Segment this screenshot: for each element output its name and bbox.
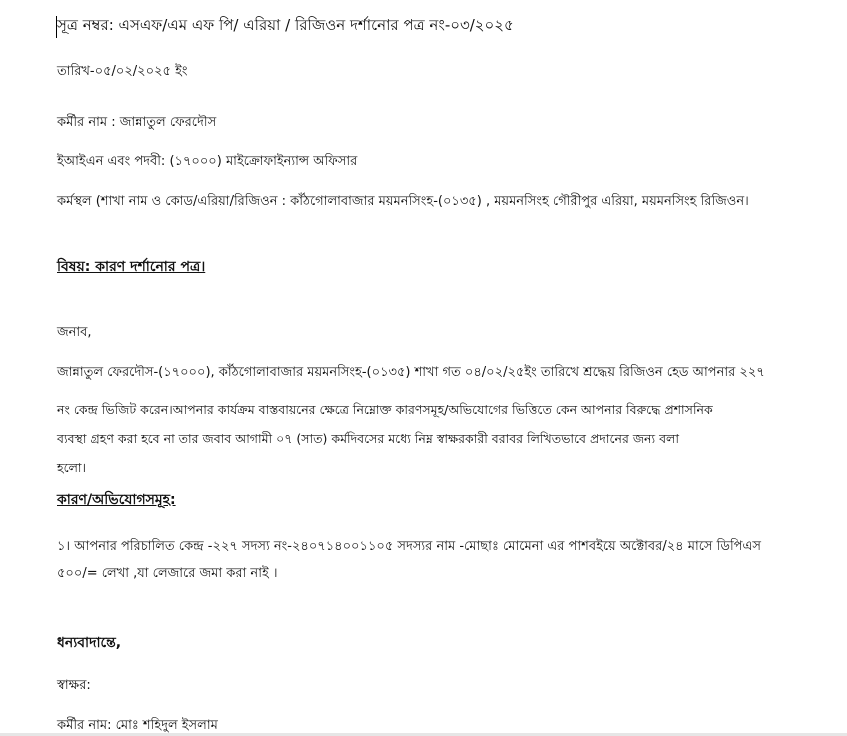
body-line-2: নং কেন্দ্র ভিজিট করেন।আপনার কার্যক্রম বাস্তবায়নের ক্ষেত্রে নিম্নোক্ত কারণসমূহ/অভিযোগের ভিত্তিতে কেন আপনার বিরুদ্ধে প্রশাসনিক bbox=[57, 402, 713, 417]
employee-id-designation: ইআইএন এবং পদবী: (১৭০০০) মাইক্রোফাইন্যান্স অফিসার bbox=[57, 154, 358, 169]
body-line-3: ব্যবস্থা গ্রহণ করা হবে না তার জবাব আগামী ০৭ (সাত) কর্মদিবসের মধ্যে নিম্ন স্বাক্ষরকারী বরাবর লিখিতভাবে প্রদানের জন্য বলা bbox=[57, 431, 679, 446]
reference-number bbox=[57, 16, 514, 34]
body-line-1: জান্নাতুল ফেরদৌস-(১৭০০০), কাঁঠগোলাবাজার ময়মনসিংহ-(০১৩৫) শাখা গত ০৪/০২/২৫ইং তারিখে শ্রদ্ধেয় রিজিওন হেড আপনার ২২৭ bbox=[57, 365, 765, 380]
reference-text: সূত্র নম্বর: এসএফ/এম এফ পি/ এরিয়া / রিজিওন দর্শানোর পত্র নং-০৩/২০২৫ bbox=[57, 16, 514, 34]
cause-line-2: ৫০০/= লেখা ,যা লেজারে জমা করা নাই । bbox=[57, 566, 278, 581]
letter-subject: বিষয়: কারণ দর্শানোর পত্র। bbox=[57, 259, 206, 275]
employee-name: কর্মীর নাম : জান্নাতুল ফেরদৌস bbox=[57, 115, 217, 130]
letter-date: তারিখ-০৫/০২/২০২৫ ইং bbox=[57, 64, 188, 79]
signature-label: স্বাক্ষর: bbox=[57, 678, 91, 693]
cause-line-1: ১। আপনার পরিচালিত কেন্দ্র -২২৭ সদস্য নং-২৪০৭১৪০০১১০৫ সদস্যর নাম -মোছাঃ মোমেনা এর পাশবইয়ে অক্টোবর/২৪ মাসে ডিপিএস bbox=[57, 539, 761, 554]
body-line-4: হলো। bbox=[57, 460, 86, 475]
salutation: জনাব, bbox=[57, 325, 92, 340]
causes-heading: কারণ/অভিযোগসমূহ: bbox=[57, 492, 176, 508]
signer-name: কর্মীর নাম: মোঃ শহিদুল ইসলাম bbox=[57, 718, 218, 733]
closing: ধন্যবাদান্তে, bbox=[57, 635, 122, 651]
employee-workplace: কর্মস্থল (শাখা নাম ও কোড/এরিয়া/রিজিওন : কাঁঠগোলাবাজার ময়মনসিংহ-(০১৩৫) , ময়মনসিংহ গৌরীপুর এরিয়া, ময়মনসিংহ রিজিওন। bbox=[57, 194, 749, 209]
